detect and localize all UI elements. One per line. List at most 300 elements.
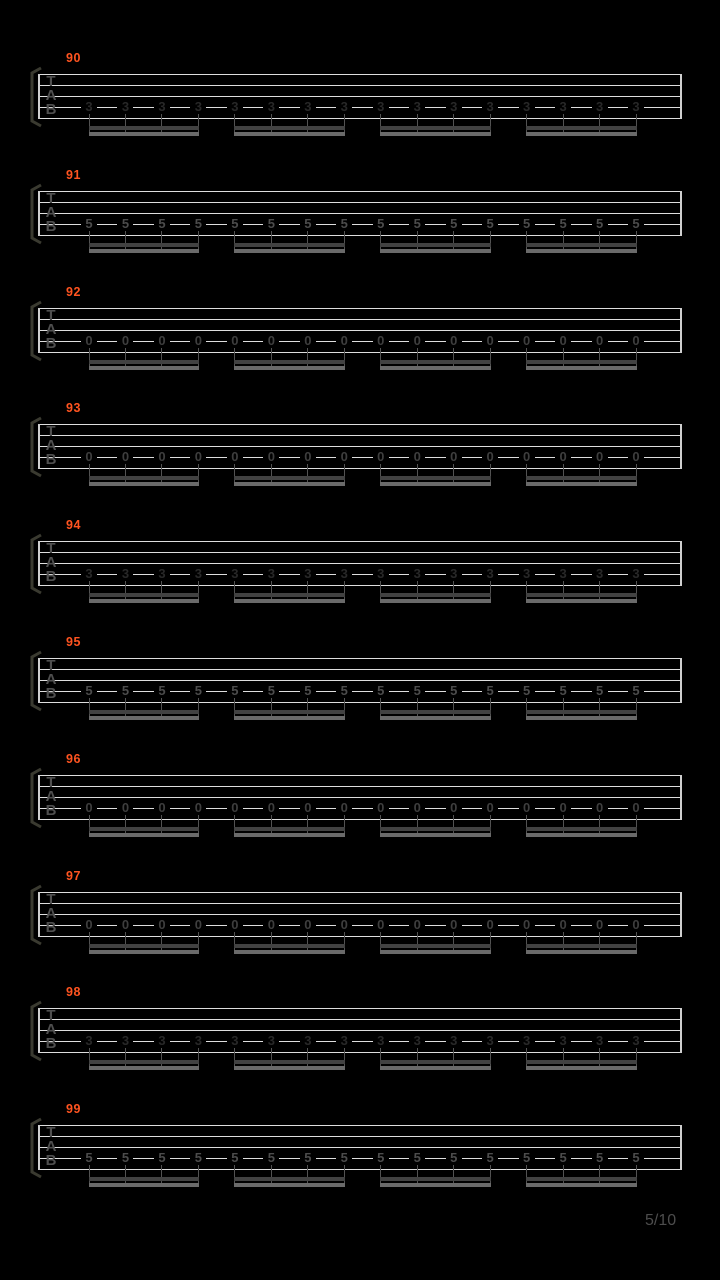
fret-number: 5 (263, 684, 279, 698)
beam (234, 243, 344, 247)
staff-line (38, 319, 682, 320)
fret-number: 5 (117, 684, 133, 698)
tab-clef-letter: A (45, 437, 57, 455)
beam (526, 599, 636, 603)
beam (234, 360, 344, 364)
staff-line (38, 552, 682, 553)
fret-number: 3 (555, 1034, 571, 1048)
fret-number: 0 (81, 918, 97, 932)
barline (680, 424, 682, 469)
tab-clef-letter: T (46, 1124, 56, 1142)
tab-clef (43, 890, 59, 936)
staff-line (38, 107, 682, 108)
fret-number: 0 (519, 801, 535, 815)
fret-number: 5 (300, 684, 316, 698)
staff-line (38, 224, 682, 225)
barline (38, 658, 40, 703)
barline (38, 308, 40, 353)
staff-line (38, 691, 682, 692)
fret-number: 5 (263, 1151, 279, 1165)
beam (526, 132, 636, 136)
staff-line (38, 446, 682, 447)
fret-number: 3 (154, 1034, 170, 1048)
measure-number: 96 (66, 751, 81, 766)
measure-system[interactable] (0, 401, 720, 541)
barline (680, 1008, 682, 1053)
barline (680, 658, 682, 703)
measure-number: 91 (66, 167, 81, 182)
beam (234, 482, 344, 486)
beam (380, 716, 490, 720)
fret-number: 0 (628, 801, 644, 815)
barline (38, 1008, 40, 1053)
measure-system[interactable] (0, 518, 720, 658)
fret-number: 5 (519, 684, 535, 698)
barline (680, 191, 682, 236)
staff-line (38, 786, 682, 787)
beam (89, 366, 199, 370)
measure-system[interactable] (0, 635, 720, 775)
beam (380, 950, 490, 954)
beam (526, 593, 636, 597)
fret-number: 5 (81, 217, 97, 231)
fret-number: 0 (592, 334, 608, 348)
fret-number: 3 (519, 100, 535, 114)
fret-number: 5 (154, 1151, 170, 1165)
fret-number: 3 (373, 567, 389, 581)
fret-number: 3 (409, 1034, 425, 1048)
beam (89, 360, 199, 364)
beam (380, 1177, 490, 1181)
fret-number: 5 (592, 684, 608, 698)
fret-number: 3 (336, 567, 352, 581)
beam (89, 482, 199, 486)
tab-clef-letter: T (46, 773, 56, 791)
staff-line (38, 1008, 682, 1009)
beam (380, 827, 490, 831)
fret-number: 5 (117, 217, 133, 231)
beam (526, 360, 636, 364)
tab-clef-letter: T (46, 189, 56, 207)
fret-number: 5 (628, 217, 644, 231)
fret-number: 0 (482, 918, 498, 932)
measure-number: 97 (66, 868, 81, 883)
tab-clef-letter: B (45, 685, 57, 702)
staff-line (38, 341, 682, 342)
beam (234, 1183, 344, 1187)
measure-system[interactable] (0, 284, 720, 425)
beam (380, 1066, 490, 1070)
tab-clef-letter: T (46, 540, 56, 558)
beam (234, 599, 344, 603)
fret-number: 0 (592, 801, 608, 815)
barline (38, 191, 40, 236)
fret-number: 5 (482, 1151, 498, 1165)
tab-clef (43, 189, 59, 235)
staff-line (38, 74, 682, 75)
fret-number: 0 (409, 801, 425, 815)
fret-number: 0 (482, 334, 498, 348)
beam (526, 243, 636, 247)
beam (89, 950, 199, 954)
beam (380, 710, 490, 714)
fret-number: 5 (409, 1151, 425, 1165)
staff-line (38, 775, 682, 776)
fret-number: 5 (446, 684, 462, 698)
staff-line (38, 808, 682, 809)
fret-number: 0 (117, 450, 133, 464)
beam (380, 249, 490, 253)
tab-clef (43, 75, 59, 117)
fret-number: 5 (373, 217, 389, 231)
staff-line (38, 563, 682, 564)
fret-number: 5 (300, 217, 316, 231)
fret-number: 3 (263, 100, 279, 114)
fret-number: 3 (117, 567, 133, 581)
barline (680, 74, 682, 119)
fret-number: 5 (227, 684, 243, 698)
staff-line (38, 903, 682, 904)
measure-number: 94 (66, 518, 81, 533)
staff-line (38, 330, 682, 331)
tab-clef-letter: A (45, 1138, 57, 1156)
staff-line (38, 1052, 682, 1053)
fret-number: 0 (628, 918, 644, 932)
fret-number: 0 (300, 918, 316, 932)
beam (89, 132, 199, 136)
beam (526, 716, 636, 720)
tab-clef-letter: T (46, 306, 56, 324)
fret-number: 0 (592, 450, 608, 464)
beam (380, 482, 490, 486)
fret-number: 3 (409, 100, 425, 114)
fret-number: 0 (117, 918, 133, 932)
fret-number: 5 (336, 217, 352, 231)
staff-line (38, 457, 682, 458)
tab-clef (43, 1126, 59, 1168)
fret-number: 5 (190, 684, 206, 698)
tab-clef-letter: T (46, 1007, 56, 1025)
staff-line (38, 1136, 682, 1137)
tab-clef (43, 659, 59, 701)
staff-line (38, 1041, 682, 1042)
fret-number: 0 (190, 918, 206, 932)
measure-number: 99 (66, 1102, 81, 1117)
fret-number: 5 (628, 684, 644, 698)
staff-line (38, 1158, 682, 1159)
beam (526, 1066, 636, 1070)
tab-clef-letter: B (45, 334, 57, 352)
beam (526, 366, 636, 370)
fret-number: 3 (482, 1034, 498, 1048)
fret-number: 0 (227, 450, 243, 464)
beam (234, 1060, 344, 1064)
beam (89, 126, 199, 130)
tab-clef-letter: B (45, 217, 57, 235)
fret-number: 3 (373, 100, 389, 114)
fret-number: 5 (519, 217, 535, 231)
beam (380, 1183, 490, 1187)
fret-number: 0 (154, 334, 170, 348)
tab-clef-letter: T (46, 73, 56, 90)
beam (526, 950, 636, 954)
fret-number: 0 (446, 801, 462, 815)
staff-line (38, 308, 682, 309)
measure-number: 92 (66, 284, 81, 299)
fret-number: 3 (154, 100, 170, 114)
measure-number: 93 (66, 401, 81, 416)
beam (89, 593, 199, 597)
barline (38, 541, 40, 586)
measure-system[interactable] (0, 51, 720, 191)
fret-number: 5 (482, 684, 498, 698)
beam (526, 1177, 636, 1181)
fret-number: 5 (555, 217, 571, 231)
barline (680, 892, 682, 937)
fret-number: 0 (519, 334, 535, 348)
page-indicator: 5/10 (645, 1212, 677, 1229)
staff-line (38, 1147, 682, 1148)
staff-line (38, 213, 682, 214)
barline (38, 775, 40, 820)
fret-number: 5 (336, 684, 352, 698)
fret-number: 0 (300, 801, 316, 815)
fret-number: 0 (190, 801, 206, 815)
beam (89, 1183, 199, 1187)
staff-line (38, 914, 682, 915)
staff-line (38, 541, 682, 542)
beam (380, 944, 490, 948)
beam (234, 716, 344, 720)
fret-number: 3 (300, 100, 316, 114)
fret-number: 0 (373, 334, 389, 348)
tab-clef-letter: B (45, 918, 57, 936)
fret-number: 0 (446, 918, 462, 932)
fret-number: 0 (300, 450, 316, 464)
beam (380, 1060, 490, 1064)
fret-number: 0 (263, 334, 279, 348)
fret-number: 0 (446, 334, 462, 348)
fret-number: 3 (519, 567, 535, 581)
staff-line (38, 702, 682, 703)
beam (89, 476, 199, 480)
fret-number: 5 (300, 1151, 316, 1165)
fret-number: 5 (555, 1151, 571, 1165)
beam (89, 249, 199, 253)
tab-clef-letter: A (45, 904, 57, 922)
tab-clef-letter: B (45, 801, 57, 819)
beam (89, 1177, 199, 1181)
beam (234, 710, 344, 714)
fret-number: 5 (409, 217, 425, 231)
fret-number: 5 (263, 217, 279, 231)
fret-number: 0 (628, 334, 644, 348)
fret-number: 3 (628, 567, 644, 581)
beam (89, 710, 199, 714)
fret-number: 3 (336, 1034, 352, 1048)
fret-number: 0 (154, 918, 170, 932)
beam (89, 243, 199, 247)
beam (234, 833, 344, 837)
fret-number: 3 (482, 567, 498, 581)
tab-clef (43, 1009, 59, 1051)
tab-clef-letter: A (45, 671, 57, 688)
tab-clef-letter: B (45, 568, 57, 586)
tab-clef (43, 773, 59, 819)
fret-number: 3 (154, 567, 170, 581)
fret-number: 3 (555, 567, 571, 581)
fret-number: 3 (446, 1034, 462, 1048)
fret-number: 3 (117, 100, 133, 114)
beam (380, 243, 490, 247)
staff-line (38, 1169, 682, 1170)
beam (89, 944, 199, 948)
staff-line (38, 680, 682, 681)
fret-number: 5 (190, 217, 206, 231)
staff-line (38, 424, 682, 425)
barline (680, 308, 682, 353)
tab-clef-letter: T (46, 423, 56, 441)
staff-line (38, 435, 682, 436)
fret-number: 0 (263, 918, 279, 932)
beam (380, 360, 490, 364)
beam (89, 1066, 199, 1070)
fret-number: 0 (519, 450, 535, 464)
fret-number: 3 (555, 100, 571, 114)
staff-line (38, 819, 682, 820)
tab-clef (43, 425, 59, 467)
beam (234, 944, 344, 948)
fret-number: 0 (446, 450, 462, 464)
measure-number: 95 (66, 635, 81, 649)
fret-number: 0 (555, 801, 571, 815)
beam (380, 593, 490, 597)
beam (234, 827, 344, 831)
measure-system[interactable] (0, 868, 720, 1009)
tab-clef-letter: A (45, 787, 57, 805)
barline (38, 1125, 40, 1170)
fret-number: 3 (227, 567, 243, 581)
fret-number: 5 (446, 217, 462, 231)
fret-number: 5 (519, 1151, 535, 1165)
fret-number: 5 (81, 1151, 97, 1165)
barline (680, 1125, 682, 1170)
beam (526, 249, 636, 253)
fret-number: 3 (263, 567, 279, 581)
staff-line (38, 1125, 682, 1126)
fret-number: 0 (336, 918, 352, 932)
fret-number: 3 (117, 1034, 133, 1048)
fret-number: 3 (519, 1034, 535, 1048)
beam (526, 710, 636, 714)
fret-number: 3 (409, 567, 425, 581)
fret-number: 3 (628, 1034, 644, 1048)
beam (380, 833, 490, 837)
fret-number: 0 (555, 918, 571, 932)
fret-number: 0 (373, 918, 389, 932)
beam (380, 366, 490, 370)
fret-number: 0 (263, 450, 279, 464)
beam (526, 944, 636, 948)
fret-number: 0 (117, 801, 133, 815)
tab-clef-letter: T (46, 890, 56, 908)
beam (89, 833, 199, 837)
fret-number: 0 (482, 801, 498, 815)
fret-number: 5 (482, 217, 498, 231)
fret-number: 3 (592, 100, 608, 114)
fret-number: 3 (592, 567, 608, 581)
staff-line (38, 658, 682, 659)
fret-number: 3 (81, 567, 97, 581)
staff-line (38, 585, 682, 586)
staff-line (38, 936, 682, 937)
beam (234, 476, 344, 480)
tab-clef (43, 542, 59, 584)
staff-line (38, 191, 682, 192)
fret-number: 5 (81, 684, 97, 698)
fret-number: 0 (592, 918, 608, 932)
staff-line (38, 85, 682, 86)
fret-number: 5 (190, 1151, 206, 1165)
fret-number: 5 (592, 217, 608, 231)
staff-line (38, 797, 682, 798)
tab-clef-letter: T (46, 657, 56, 674)
tab-clef (43, 306, 59, 352)
fret-number: 0 (81, 334, 97, 348)
fret-number: 0 (263, 801, 279, 815)
fret-number: 0 (628, 450, 644, 464)
fret-number: 3 (81, 100, 97, 114)
fret-number: 0 (154, 450, 170, 464)
fret-number: 5 (227, 217, 243, 231)
beam (89, 1060, 199, 1064)
fret-number: 0 (190, 450, 206, 464)
fret-number: 5 (336, 1151, 352, 1165)
fret-number: 3 (190, 567, 206, 581)
beam (526, 833, 636, 837)
fret-number: 3 (592, 1034, 608, 1048)
beam (234, 132, 344, 136)
fret-number: 0 (81, 801, 97, 815)
staff-line (38, 1030, 682, 1031)
fret-number: 0 (336, 450, 352, 464)
tab-clef-letter: B (45, 451, 57, 469)
measure-system[interactable] (0, 751, 720, 892)
beam (234, 1066, 344, 1070)
beam (234, 950, 344, 954)
fret-number: 0 (373, 450, 389, 464)
staff-line (38, 669, 682, 670)
fret-number: 0 (409, 450, 425, 464)
fret-number: 3 (446, 567, 462, 581)
fret-number: 5 (592, 1151, 608, 1165)
fret-number: 0 (373, 801, 389, 815)
fret-number: 3 (336, 100, 352, 114)
measure-system[interactable] (0, 1102, 720, 1242)
fret-number: 3 (482, 100, 498, 114)
tab-clef-letter: A (45, 203, 57, 221)
beam (380, 599, 490, 603)
fret-number: 3 (263, 1034, 279, 1048)
beam (526, 476, 636, 480)
measure-system[interactable] (0, 985, 720, 1125)
barline (38, 424, 40, 469)
measure-system[interactable] (0, 167, 720, 308)
beam (89, 599, 199, 603)
fret-number: 5 (628, 1151, 644, 1165)
fret-number: 3 (373, 1034, 389, 1048)
tab-clef-letter: B (45, 1035, 57, 1053)
